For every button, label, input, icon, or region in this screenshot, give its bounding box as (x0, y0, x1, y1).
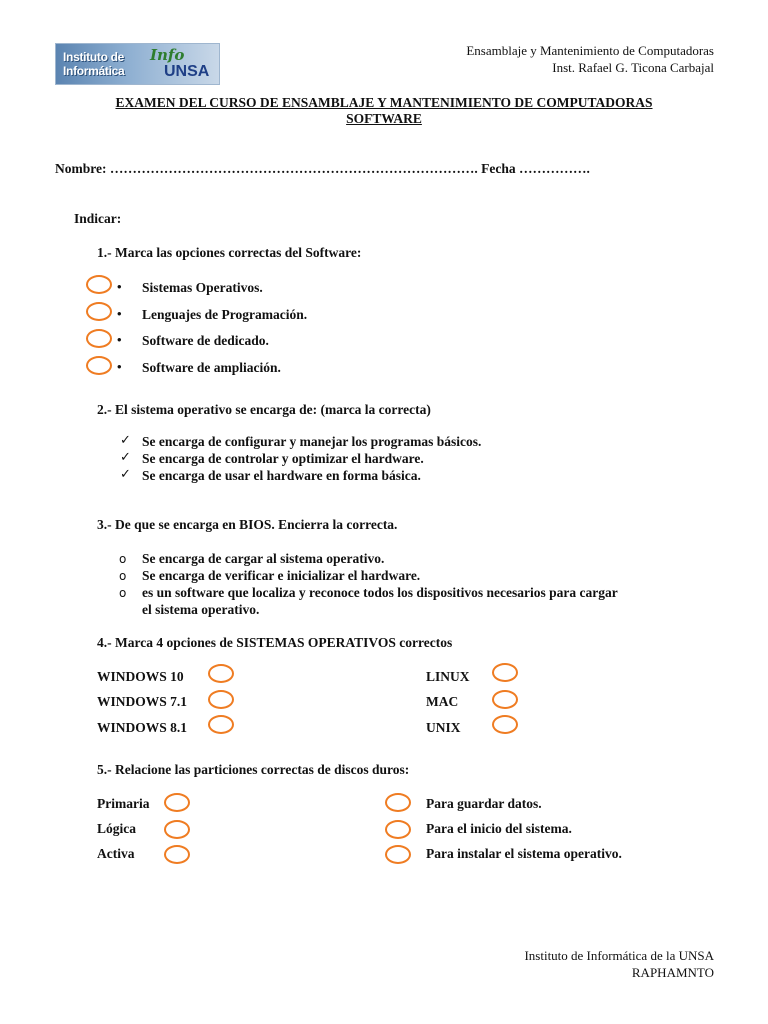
partition-type: Activa (97, 846, 135, 861)
answer-circle[interactable] (385, 845, 411, 864)
name-date-line: Nombre: ………………………………………………………………………. Fecha ……………. (55, 161, 590, 176)
answer-circle[interactable] (208, 715, 234, 734)
answer-circle[interactable] (86, 302, 112, 321)
q3-option-continuation: el sistema operativo. (142, 602, 260, 617)
answer-circle[interactable] (164, 793, 190, 812)
partition-purpose: Para guardar datos. (426, 796, 542, 811)
bullet-icon: • (117, 306, 122, 321)
q1-option: Lenguajes de Programación. (142, 307, 308, 322)
answer-circle[interactable] (164, 845, 190, 864)
answer-circle[interactable] (208, 690, 234, 709)
answer-circle[interactable] (492, 715, 518, 734)
header-course: Ensamblaje y Mantenimiento de Computadoras (466, 43, 714, 58)
circle-bullet-icon: o (119, 569, 127, 583)
exam-subtitle: SOFTWARE (346, 111, 422, 126)
institute-logo (55, 43, 220, 85)
bullet-icon: • (117, 359, 122, 374)
answer-circle[interactable] (164, 820, 190, 839)
question-5: 5.- Relacione las particiones correctas de discos duros: (97, 762, 410, 777)
q1-option: Software de dedicado. (142, 333, 269, 348)
answer-circle[interactable] (208, 664, 234, 683)
exam-title: EXAMEN DEL CURSO DE ENSAMBLAJE Y MANTENIMIENTO DE COMPUTADORAS (115, 95, 653, 110)
logo-text-info: Info (150, 46, 185, 64)
checkmark-icon: ✓ (120, 450, 131, 465)
q3-option[interactable]: Se encarga de verificar e inicializar el hardware. (142, 568, 421, 583)
instructions-label: Indicar: (74, 211, 122, 226)
partition-purpose: Para el inicio del sistema. (426, 821, 572, 836)
partition-type: Primaria (97, 796, 150, 811)
question-1: 1.- Marca las opciones correctas del Software: (97, 245, 362, 260)
circle-bullet-icon: o (119, 586, 127, 600)
answer-circle[interactable] (492, 690, 518, 709)
question-4: 4.- Marca 4 opciones de SISTEMAS OPERATIVOS correctos (97, 635, 453, 650)
circle-bullet-icon: o (119, 552, 127, 566)
logo-text-line2: Informática (63, 64, 125, 78)
q1-option: Software de ampliación. (142, 360, 281, 375)
q3-option[interactable]: Se encarga de cargar al sistema operativo. (142, 551, 385, 566)
q2-option[interactable]: Se encarga de controlar y optimizar el hardware. (142, 451, 424, 466)
partition-type: Lógica (97, 821, 136, 836)
q2-option[interactable]: Se encarga de usar el hardware en forma básica. (142, 468, 421, 483)
answer-circle[interactable] (86, 329, 112, 348)
os-option-right: MAC (426, 694, 459, 709)
os-option-right: UNIX (426, 720, 461, 735)
bullet-icon: • (117, 332, 122, 347)
q2-option[interactable]: Se encarga de configurar y manejar los programas básicos. (142, 434, 482, 449)
checkmark-icon: ✓ (120, 433, 131, 448)
os-option-left: WINDOWS 8.1 (97, 720, 188, 735)
question-2: 2.- El sistema operativo se encarga de: (marca la correcta) (97, 402, 431, 417)
os-option-left: WINDOWS 10 (97, 669, 184, 684)
answer-circle[interactable] (385, 793, 411, 812)
header-teacher: Inst. Rafael G. Ticona Carbajal (552, 60, 714, 75)
answer-circle[interactable] (86, 275, 112, 294)
q1-option: Sistemas Operativos. (142, 280, 263, 295)
footer-institute: Instituto de Informática de la UNSA (524, 948, 714, 963)
question-3: 3.- De que se encarga en BIOS. Encierra la correcta. (97, 517, 398, 532)
q3-option[interactable]: es un software que localiza y reconoce todos los dispositivos necesarios para cargar (142, 585, 618, 600)
os-option-left: WINDOWS 7.1 (97, 694, 188, 709)
partition-purpose: Para instalar el sistema operativo. (426, 846, 622, 861)
answer-circle[interactable] (385, 820, 411, 839)
answer-circle[interactable] (86, 356, 112, 375)
answer-circle[interactable] (492, 663, 518, 682)
logo-text-line1: Instituto de (63, 50, 125, 64)
footer-code: RAPHAMNTO (631, 965, 714, 980)
bullet-icon: • (117, 279, 122, 294)
logo-text-unsa: UNSA (164, 63, 210, 80)
os-option-right: LINUX (426, 669, 470, 684)
checkmark-icon: ✓ (120, 467, 131, 482)
